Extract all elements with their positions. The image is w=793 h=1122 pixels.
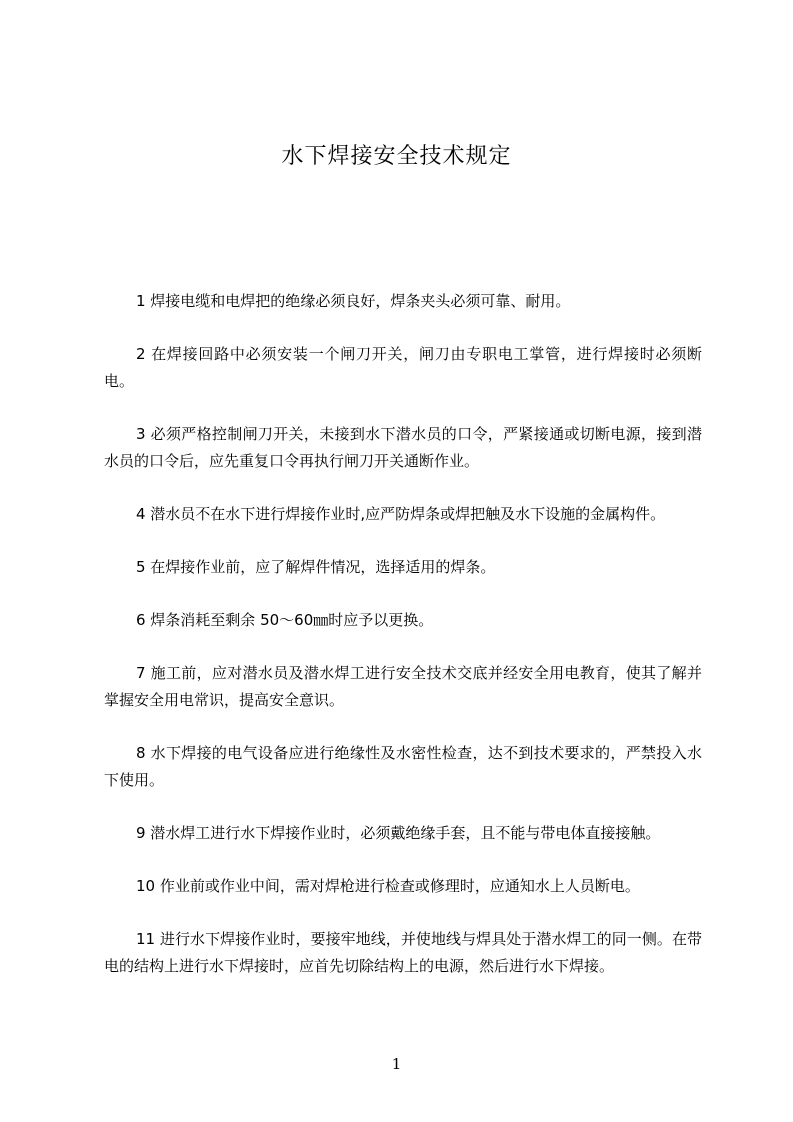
document-body (104, 288, 702, 1006)
paragraph-9: 9 潜水焊工进行水下焊接作业时，必须戴绝缘手套，且不能与带电体直接接触。 (136, 824, 661, 842)
paragraph-11: 11 进行水下焊接作业时，要接牢地线，并使地线与焊具处于潜水焊工的同一侧。在带电的结构上进行水下焊接时，应首先切除结构上的电源，然后进行水下焊接。 (104, 930, 702, 975)
paragraph-8: 8 水下焊接的电气设备应进行绝缘性及水密性检查，达不到技术要求的，严禁投入水下使用。 (104, 744, 702, 789)
page-number: 1 (391, 1055, 402, 1073)
paragraph-10: 10 作业前或作业中间，需对焊枪进行检查或修理时，应通知水上人员断电。 (136, 877, 640, 895)
paragraph-4: 4 潜水员不在水下进行焊接作业时,应严防焊条或焊把触及水下设施的金属构件。 (136, 505, 666, 523)
paragraph-1: 1 焊接电缆和电焊把的绝缘必须良好，焊条夹头必须可靠、耐用。 (136, 292, 571, 310)
paragraph-3: 3 必须严格控制闸刀开关，未接到水下潜水员的口令，严紧接通或切断电源，接到潜水员的口令后，应先重复口令再执行闸刀开关通断作业。 (104, 425, 702, 470)
document-title: 水下焊接安全技术规定 (281, 144, 512, 169)
paragraph-7: 7 施工前，应对潜水员及潜水焊工进行安全技术交底并经安全用电教育，使其了解并掌握安全用电常识，提高安全意识。 (104, 664, 702, 709)
paragraph-6: 6 焊条消耗至剩余 50～60㎜时应予以更换。 (136, 611, 434, 629)
paragraph-2: 2 在焊接回路中必须安装一个闸刀开关，闸刀由专职电工掌管，进行焊接时必须断电。 (104, 345, 702, 390)
paragraph-5: 5 在焊接作业前，应了解焊件情况，选择适用的焊条。 (136, 558, 496, 576)
